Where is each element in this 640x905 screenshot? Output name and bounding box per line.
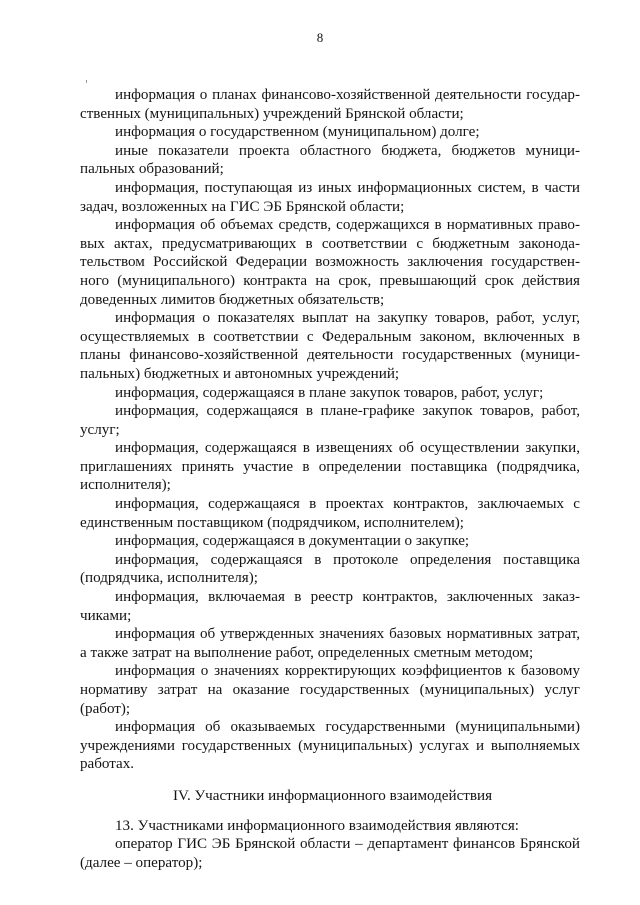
text-line: единственным поставщиком (подрядчиком, исполнителем); [80, 514, 464, 531]
text-line: пальных образований; [80, 161, 224, 178]
paragraph [80, 402, 580, 439]
text-line: доведенных лимитов бюджетных обязательств; [80, 291, 385, 308]
scan-mark [86, 80, 87, 83]
text-line: а также затрат на выполнение работ, определенных сметным методом; [80, 644, 534, 661]
text-line: информация об объемах средств, содержащихся в нормативных право- [115, 217, 580, 234]
paragraph [80, 835, 580, 872]
text-line: (далее – оператор); [80, 854, 203, 871]
text-line: 13. Участниками информационного взаимодействия являются: [115, 817, 520, 834]
paragraph [80, 718, 580, 774]
paragraph [80, 309, 580, 383]
text-line: информация о государственном (муниципальном) долге; [115, 124, 480, 141]
section-heading: IV. Участники информационного взаимодействия [172, 787, 493, 804]
text-line: информация, содержащаяся в проектах контрактов, заключаемых с [115, 496, 580, 513]
text-line: пальных) бюджетных и автономных учреждений; [80, 365, 400, 382]
document-body [80, 86, 580, 872]
paragraph [80, 588, 580, 625]
paragraph [80, 495, 580, 532]
text-line: вых актах, предусматривающих в соответствии с бюджетным законода- [80, 235, 580, 252]
text-line: информация, содержащаяся в плане-графике закупок товаров, работ, [115, 403, 580, 420]
paragraph [80, 817, 580, 836]
text-line: осуществляемых в соответствии с Федеральным законом, включенных в [80, 328, 580, 345]
paragraph [80, 142, 580, 179]
text-line: информация об утвержденных значениях базовых нормативных затрат, [115, 626, 580, 643]
text-line: работах. [80, 756, 135, 773]
text-line: учреждениями государственных (муниципальных) услугах и выполняемых [80, 737, 580, 754]
text-line: информация, включаемая в реестр контрактов, заключенных заказ- [115, 589, 580, 606]
text-line: информация о планах финансово-хозяйственной деятельности государ- [115, 87, 580, 103]
paragraph [80, 86, 580, 123]
text-line: приглашениях принять участие в определении поставщика (подрядчика, [80, 458, 580, 475]
text-line: информация о значениях корректирующих коэффициентов к базовому [115, 663, 580, 680]
paragraph [80, 123, 580, 142]
text-line: информация, содержащаяся в плане закупок товаров, работ, услуг; [115, 384, 544, 401]
text-line: информация об оказываемых государственными (муниципальными) [115, 719, 580, 736]
paragraph [80, 439, 580, 495]
text-line: оператор ГИС ЭБ Брянской области – департамент финансов Брянской [115, 836, 580, 853]
text-line: тельством Российской Федерации возможность заключения государствен- [80, 254, 580, 271]
text-line: информация о показателях выплат на закупку товаров, работ, услуг, [115, 310, 580, 327]
paragraph [80, 532, 580, 551]
text-line: нормативу затрат на оказание государственных (муниципальных) услуг [80, 682, 580, 698]
page-number: 8 [316, 30, 324, 45]
paragraph [80, 384, 580, 403]
text-line: услуг; [80, 421, 120, 438]
text-line: иные показатели проекта областного бюджета, бюджетов муници- [115, 142, 580, 159]
text-line: (подрядчика, исполнителя); [80, 570, 258, 587]
text-line: информация, содержащаяся в документации о закупке; [115, 533, 470, 550]
paragraph [80, 216, 580, 309]
text-line: задач, возложенных на ГИС ЭБ Брянской области; [80, 198, 405, 215]
text-line: планы финансово-хозяйственной деятельности государственных (муници- [80, 347, 580, 364]
text-line: ственных (муниципальных) учреждений Брянской области; [80, 105, 464, 122]
text-line: информация, содержащаяся в извещениях об осуществлении закупки, [115, 440, 580, 457]
paragraph [80, 625, 580, 662]
text-line: информация, содержащаяся в протоколе определения поставщика [115, 551, 580, 568]
paragraph [80, 179, 580, 216]
paragraph [80, 662, 580, 718]
text-line: информация, поступающая из иных информационных систем, в части [115, 179, 580, 196]
text-line: (работ); [80, 700, 131, 717]
text-line: чиками; [80, 607, 132, 624]
paragraph [80, 551, 580, 588]
text-line: ного (муниципального) контракта на срок, превышающий срок действия [80, 272, 580, 289]
text-line: исполнителя); [80, 477, 171, 494]
